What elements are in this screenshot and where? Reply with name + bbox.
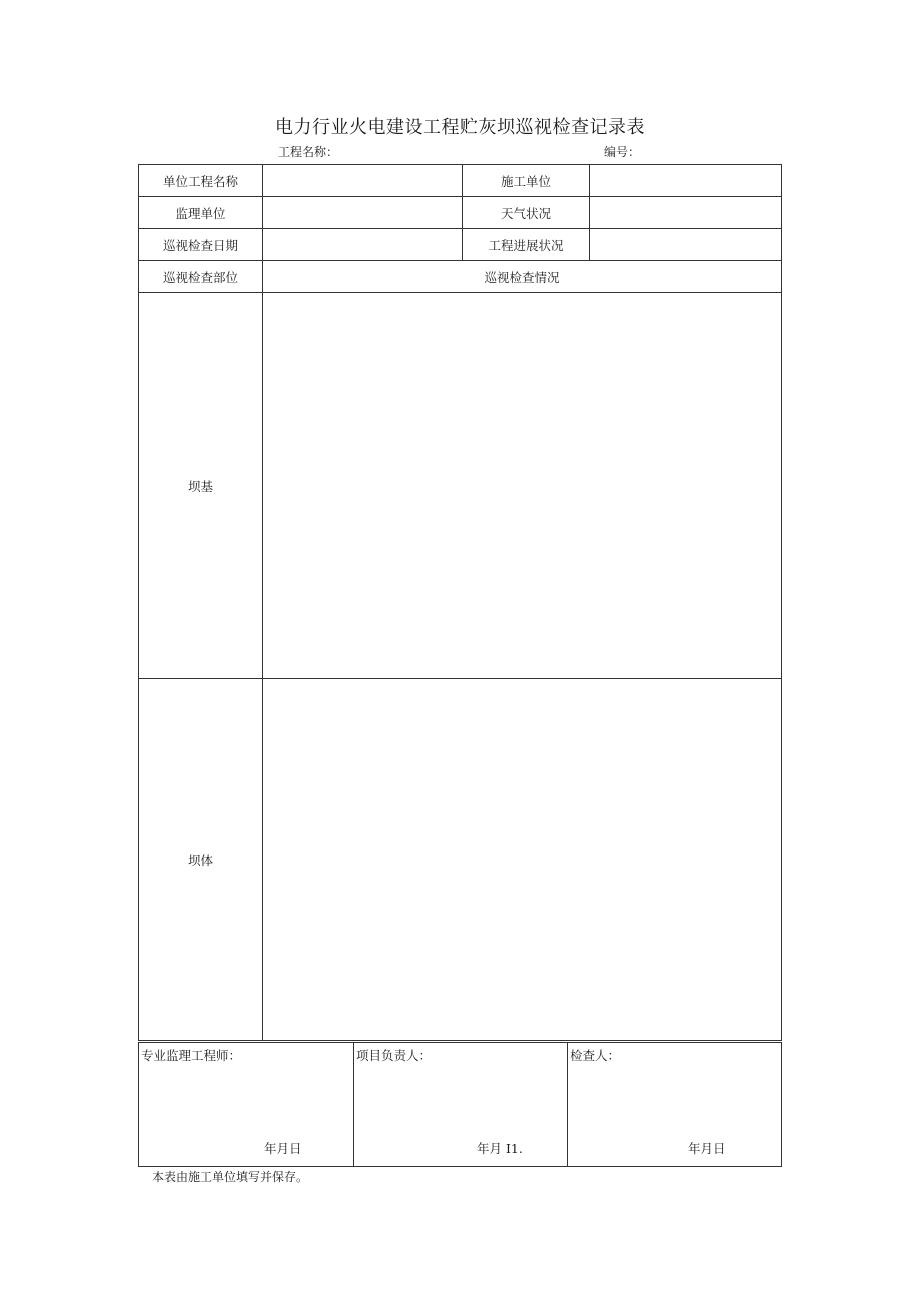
unit-project-name-field[interactable]	[263, 165, 463, 197]
form-row-header	[139, 261, 782, 293]
inspector-signature-date: 年月日	[688, 1141, 726, 1156]
inspection-form-table	[138, 164, 782, 1041]
signature-table	[138, 1042, 782, 1167]
form-row-supervision	[139, 197, 782, 229]
form-row-dam-base	[139, 293, 782, 679]
inspection-situation-header: 巡视检查情况	[263, 261, 782, 293]
form-row-dam-body	[139, 679, 782, 1041]
supervision-unit-label: 监理单位	[139, 197, 263, 229]
supervision-unit-field[interactable]	[263, 197, 463, 229]
footnote: 本表由施工单位填写并保存。	[152, 1170, 309, 1184]
engineer-signature-date: 年月日	[264, 1141, 302, 1156]
weather-label: 天气状况	[463, 197, 590, 229]
dam-body-situation-field[interactable]	[263, 679, 782, 1041]
engineer-signature-label: 专业监理工程师：	[141, 1048, 242, 1063]
project-lead-signature-cell[interactable]	[354, 1043, 568, 1167]
form-row-unit-project	[139, 165, 782, 197]
inspection-part-header: 巡视检查部位	[139, 261, 263, 293]
progress-status-label: 工程进展状况	[463, 229, 590, 261]
dam-base-label: 坝基	[139, 293, 263, 679]
construction-unit-label: 施工单位	[463, 165, 590, 197]
progress-status-field[interactable]	[590, 229, 782, 261]
document-number-label: 编号：	[604, 145, 641, 159]
project-name-label: 工程名称：	[278, 145, 339, 159]
project-lead-signature-date: 年月 I1.	[477, 1141, 523, 1156]
engineer-signature-cell[interactable]	[139, 1043, 354, 1167]
inspection-date-label: 巡视检查日期	[139, 229, 263, 261]
inspection-date-field[interactable]	[263, 229, 463, 261]
signature-row	[139, 1043, 782, 1167]
dam-base-situation-field[interactable]	[263, 293, 782, 679]
inspector-signature-label: 检查人：	[570, 1048, 621, 1063]
unit-project-name-label: 单位工程名称	[139, 165, 263, 197]
construction-unit-field[interactable]	[590, 165, 782, 197]
form-title: 电力行业火电建设工程贮灰坝巡视检查记录表	[275, 117, 645, 138]
weather-field[interactable]	[590, 197, 782, 229]
dam-body-label: 坝体	[139, 679, 263, 1041]
project-lead-signature-label: 项目负责人：	[356, 1048, 432, 1063]
form-row-date	[139, 229, 782, 261]
inspector-signature-cell[interactable]	[568, 1043, 782, 1167]
